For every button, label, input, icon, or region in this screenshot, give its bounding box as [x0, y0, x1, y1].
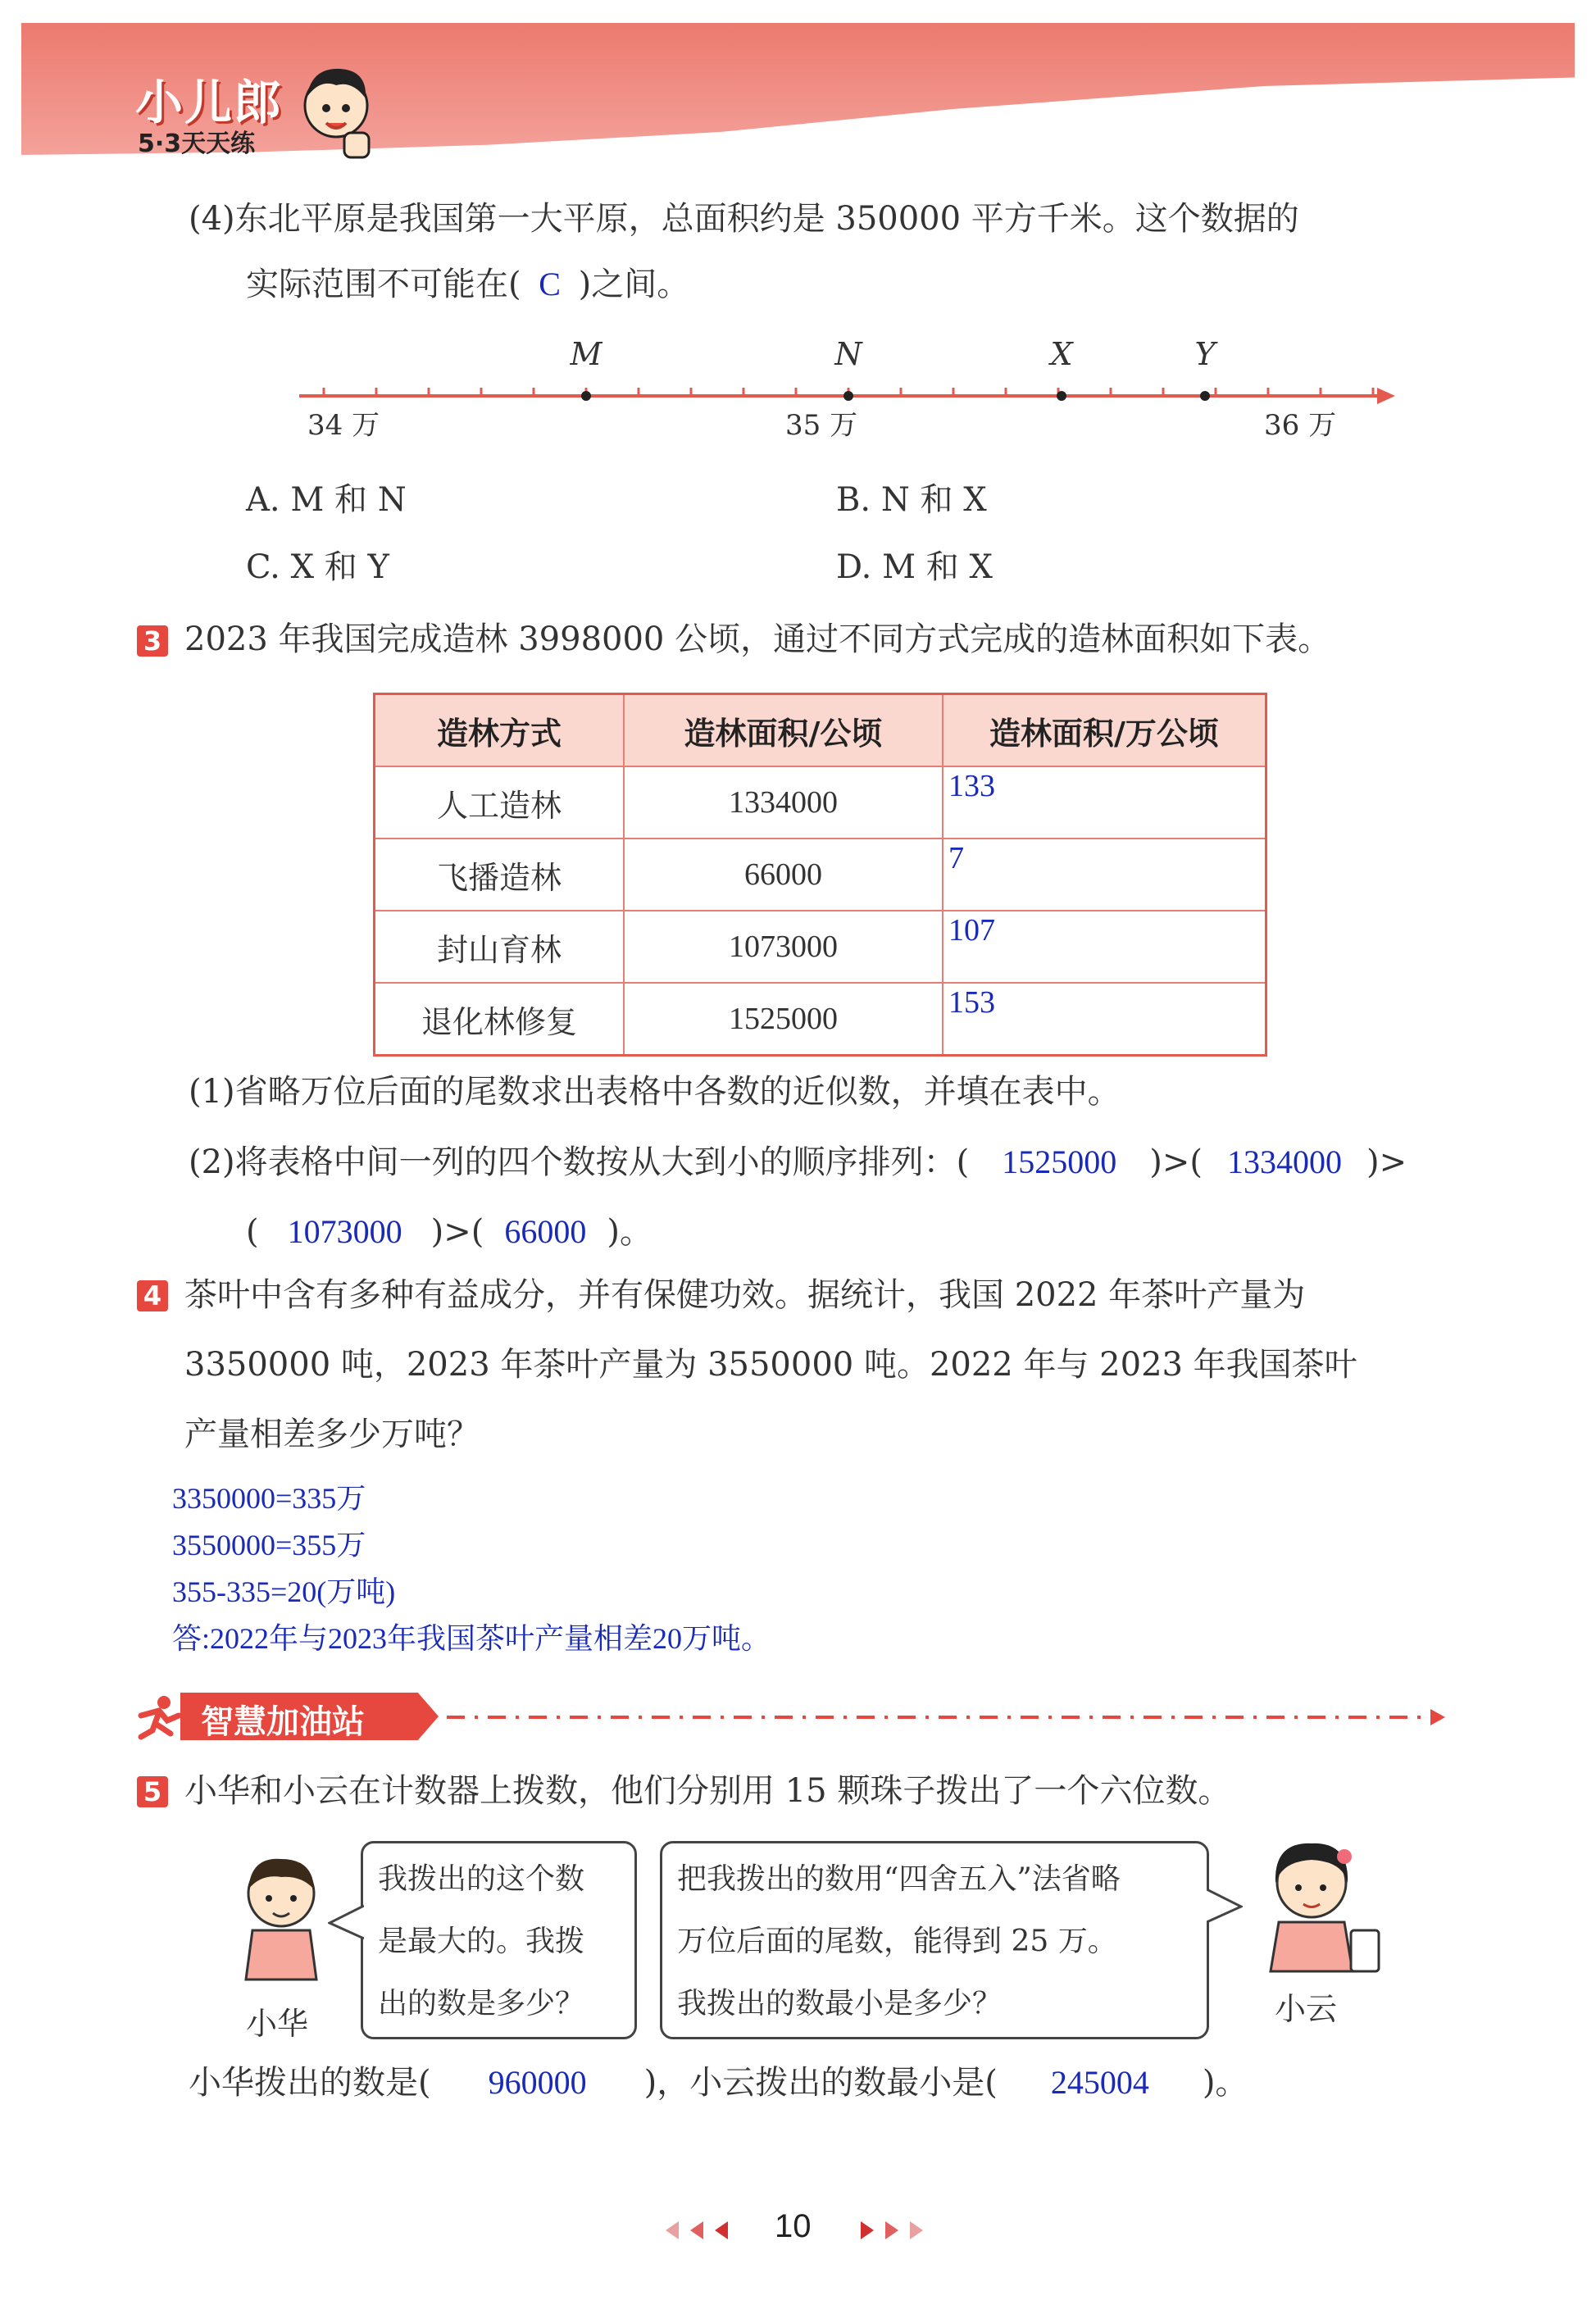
prev-arrows-icon — [662, 2218, 744, 2243]
row-area: 66000 — [624, 839, 943, 911]
order-3[interactable]: 1073000 — [287, 1213, 402, 1250]
label-m: M — [570, 336, 602, 372]
row-method: 飞播造林 — [375, 839, 625, 911]
q3-stem: 2023 年我国完成造林 3998000 公顷，通过不同方式完成的造林面积如下表。 — [184, 620, 1331, 658]
work-line: 答:2022年与2023年我国茶叶产量相差20万吨。 — [172, 1622, 771, 1655]
table-row — [375, 839, 1266, 911]
q4b-badge: 4 — [137, 1280, 168, 1311]
point-x — [1057, 391, 1066, 401]
row-answer[interactable]: 107 — [943, 911, 1266, 983]
next-arrows-icon — [844, 2218, 926, 2243]
kid-girl-icon — [1246, 1832, 1385, 1984]
kid-right-label: 小云 — [1275, 1991, 1338, 2027]
row-method: 人工造林 — [375, 766, 625, 839]
bubble-tail-left — [328, 1902, 364, 1943]
row-answer[interactable]: 133 — [943, 766, 1266, 839]
section-title: 智慧加油站 — [201, 1703, 365, 1741]
mascot-boy-icon — [295, 61, 377, 167]
row-area: 1525000 — [624, 983, 943, 1056]
row-method: 封山育林 — [375, 911, 625, 983]
brand-logo: 小儿郎 — [135, 75, 284, 130]
work-line: 3550000=355万 — [172, 1529, 366, 1561]
bubble-line: 我拨出的数最小是多少？ — [677, 1987, 1003, 2020]
q3-sub1: (1)省略万位后面的尾数求出表格中各数的近似数，并填在表中。 — [189, 1073, 1121, 1111]
q4-line2: 实际范围不可能在( C )之间。 — [246, 256, 689, 313]
header-area-wan: 造林面积/万公顷 — [943, 694, 1266, 767]
brand-subtitle: 5·3天天练 — [138, 130, 256, 158]
tick-34: 34 万 — [307, 409, 380, 442]
q3-sub2: (2)将表格中间一列的四个数按从大到小的顺序排列：( 1525000 )>( 1334000 )> — [189, 1134, 1407, 1191]
point-n — [843, 391, 853, 401]
order-4[interactable]: 66000 — [504, 1213, 587, 1250]
runner-icon — [131, 1691, 189, 1742]
option-d: D. M 和 X — [836, 548, 993, 586]
page-number: 10 — [775, 2208, 812, 2244]
option-a: A. M 和 N — [246, 481, 407, 519]
table-row — [375, 983, 1266, 1056]
label-y: Y — [1194, 336, 1216, 372]
section-divider — [447, 1705, 1447, 1730]
bubble-line: 是最大的。我拨 — [378, 1925, 585, 1958]
q3-sub2-cont: ( 1073000 )>( 66000 )。 — [246, 1203, 652, 1261]
table-row — [375, 911, 1266, 983]
q4b-line3: 产量相差多少万吨？ — [184, 1416, 480, 1453]
header-area: 造林面积/公顷 — [624, 694, 943, 767]
label-n: N — [834, 336, 862, 372]
bubble-line: 我拨出的这个数 — [378, 1862, 585, 1896]
forest-table — [373, 693, 1267, 1057]
label-x: X — [1050, 336, 1073, 372]
bubble-line: 万位后面的尾数，能得到 25 万。 — [677, 1925, 1117, 1958]
row-area: 1073000 — [624, 911, 943, 983]
q4-line1: (4)东北平原是我国第一大平原，总面积约是 350000 平方千米。这个数据的 — [189, 200, 1299, 238]
answer-right[interactable]: 245004 — [1050, 2064, 1149, 2101]
order-2[interactable]: 1334000 — [1227, 1143, 1342, 1180]
tick-36: 36 万 — [1264, 409, 1337, 442]
q4-answer: C — [539, 266, 561, 302]
point-m — [581, 391, 591, 401]
row-method: 退化林修复 — [375, 983, 625, 1056]
q4b-line1: 茶叶中含有多种有益成分，并有保健功效。据统计，我国 2022 年茶叶产量为 — [184, 1276, 1306, 1314]
number-line — [295, 328, 1402, 451]
table-row — [375, 766, 1266, 839]
q5-stem: 小华和小云在计数器上拨数，他们分别用 15 颗珠子拨出了一个六位数。 — [184, 1772, 1231, 1810]
table-header-row — [375, 694, 1266, 767]
tick-35: 35 万 — [785, 409, 858, 442]
bubble-line: 把我拨出的数用“四舍五入”法省略 — [677, 1862, 1121, 1896]
kid-left-label: 小华 — [246, 2006, 309, 2042]
answer-left[interactable]: 960000 — [488, 2064, 587, 2101]
point-y — [1200, 391, 1210, 401]
bubble-left — [361, 1841, 637, 2039]
header-method: 造林方式 — [375, 694, 625, 767]
work-line: 3350000=335万 — [172, 1482, 366, 1515]
row-answer[interactable]: 153 — [943, 983, 1266, 1056]
bubble-tail-right — [1207, 1885, 1243, 1926]
q4b-work — [172, 1475, 771, 1662]
q3-badge: 3 — [137, 625, 168, 657]
option-c: C. X 和 Y — [246, 548, 389, 586]
option-b: B. N 和 X — [836, 481, 987, 519]
q5-answer-line: 小华拨出的数是( 960000 )，小云拨出的数最小是( 245004 )。 — [189, 2054, 1248, 2111]
q5-badge: 5 — [137, 1776, 168, 1807]
kid-boy-icon — [228, 1844, 334, 1992]
order-1[interactable]: 1525000 — [1002, 1143, 1117, 1180]
bubble-line: 出的数是多少？ — [378, 1987, 585, 2020]
row-area: 1334000 — [624, 766, 943, 839]
q4b-line2: 3350000 吨，2023 年茶叶产量为 3550000 吨。2022 年与 2023 年我国茶叶 — [184, 1346, 1357, 1384]
row-answer[interactable]: 7 — [943, 839, 1266, 911]
bubble-right — [660, 1841, 1209, 2039]
work-line: 355-335=20(万吨) — [172, 1575, 396, 1608]
